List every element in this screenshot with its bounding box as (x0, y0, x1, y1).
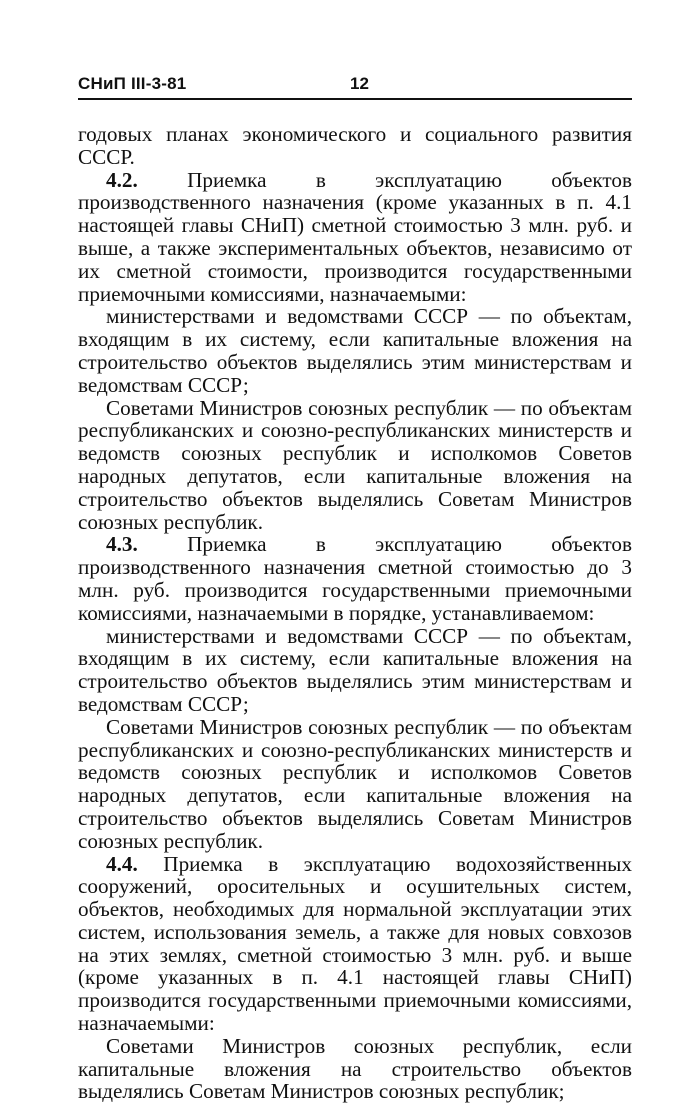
paragraph-4-2 (78, 169, 632, 306)
paragraph-text: Советами Министров союзных республик — по объектам республиканских и союзно-республиканских министерств и ведомств союзных республик и исполкомов Советов народных депутатов, если капитальные вложения на строительство объектов выделялись Советам Министров союзных республик. (78, 714, 632, 853)
list-item (78, 397, 632, 534)
paragraph-number: 4.3. (106, 532, 138, 557)
list-item (78, 1035, 632, 1103)
list-item (78, 305, 632, 396)
paragraph-text: Приемка в эксплуатацию объектов производственного назначения (кроме указанных в п. 4.1 настоящей главы СНиП) сметной стоимостью 3 млн. руб. и выше, а также экспериментальных объектов, независимо от их сметной стоимости, производится государственными приемочными комиссиями, назначаемыми: (78, 167, 632, 306)
paragraph-text: Советами Министров союзных республик — по объектам республиканских и союзно-республиканских министерств и ведомств союзных республик и исполкомов Советов народных депутатов, если капитальные вложения на строительство объектов выделялись Советам Министров союзных республик. (78, 395, 632, 534)
paragraph-text: Приемка в эксплуатацию объектов производственного назначения сметной стоимостью до 3 млн. руб. производится государственными приемочными комиссиями, назначаемыми в порядке, устанавливаемом: (78, 532, 632, 625)
paragraph-4-3 (78, 533, 632, 624)
paragraph-text: министерствами и ведомствами СССР — по объектам, входящим в их систему, если капитальные вложения на строительство объектов выделялись этим министерствам и ведомствам СССР; (78, 304, 632, 397)
paragraph-number: 4.2. (106, 167, 138, 192)
paragraph-continuation (78, 123, 632, 169)
paragraph-text: Советами Министров союзных республик, если капитальные вложения на строительство объектов выделялись Советам Министров союзных республик; (78, 1033, 632, 1103)
document-code: СНиП III-3-81 (78, 74, 187, 93)
document-page (78, 70, 632, 1103)
page-header (78, 70, 632, 100)
list-item (78, 716, 632, 853)
paragraph-text: министерствами и ведомствами СССР — по объектам, входящим в их систему, если капитальные вложения на строительство объектов выделялись этим министерствам и ведомствам СССР; (78, 623, 632, 716)
paragraph-text: годовых планах экономического и социального развития СССР. (78, 122, 632, 169)
list-item (78, 625, 632, 716)
paragraph-4-4 (78, 853, 632, 1035)
document-body (78, 123, 632, 1103)
paragraph-number: 4.4. (106, 851, 138, 876)
page-number: 12 (350, 74, 369, 93)
paragraph-text: Приемка в эксплуатацию водохозяйственных сооружений, оросительных и осушительных систем, объектов, необходимых для нормальной эксплуатации этих систем, использования земель, а также для новых совхозов на этих землях, сметной стоимостью 3 млн. руб. и выше (кроме указанных в п. 4.1 настоящей главы СНиП) производится государственными приемочными комиссиями, назначаемыми: (78, 851, 632, 1036)
